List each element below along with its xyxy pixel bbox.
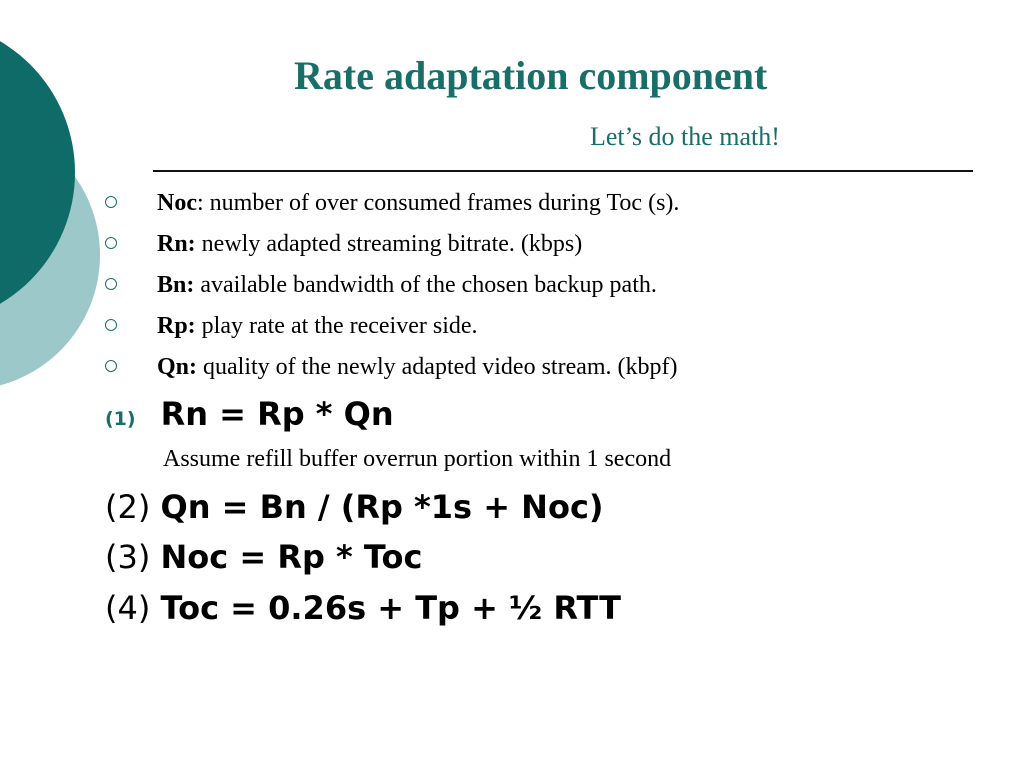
term-label: Rn: <box>157 231 196 257</box>
equation-3 <box>105 539 422 575</box>
equation-formula: Noc = Rp * Toc <box>160 538 423 576</box>
equation-4 <box>105 590 621 626</box>
equation-number: (2) <box>105 488 161 526</box>
term-description: quality of the newly adapted video stream. (kbpf) <box>197 354 678 380</box>
equation-formula: Toc = 0.26s + Tp + ½ RTT <box>160 589 621 627</box>
equation-formula: Rn = Rp * Qn <box>160 395 394 433</box>
term-label: Bn: <box>157 272 195 298</box>
slide-title: Rate adaptation component <box>294 53 768 98</box>
term-description: play rate at the receiver side. <box>195 313 478 339</box>
bullet-ring-icon <box>105 319 117 331</box>
term-description: newly adapted streaming bitrate. (kbps) <box>195 231 583 257</box>
equation-number: (4) <box>105 589 161 627</box>
equation-number: (3) <box>105 538 161 576</box>
bullet-ring-icon <box>105 360 117 372</box>
term-description: available bandwidth of the chosen backup path. <box>194 272 657 298</box>
assumption-note: Assume refill buffer overrun portion within 1 second <box>163 446 672 472</box>
bullet-ring-icon <box>105 237 117 249</box>
bullet-ring-icon <box>105 278 117 290</box>
slide-subtitle: Let’s do the math! <box>590 122 780 151</box>
equation-formula: Qn = Bn / (Rp *1s + Noc) <box>160 488 604 526</box>
equation-number: (1) <box>105 408 136 430</box>
title-divider <box>153 170 973 172</box>
term-label: Noc <box>157 190 197 216</box>
term-description: : number of over consumed frames during Toc (s). <box>196 190 680 216</box>
equation-1 <box>105 396 394 437</box>
bullet-ring-icon <box>105 196 117 208</box>
term-label: Qn: <box>157 354 198 380</box>
term-label: Rp: <box>157 313 196 339</box>
equation-2 <box>105 489 604 525</box>
